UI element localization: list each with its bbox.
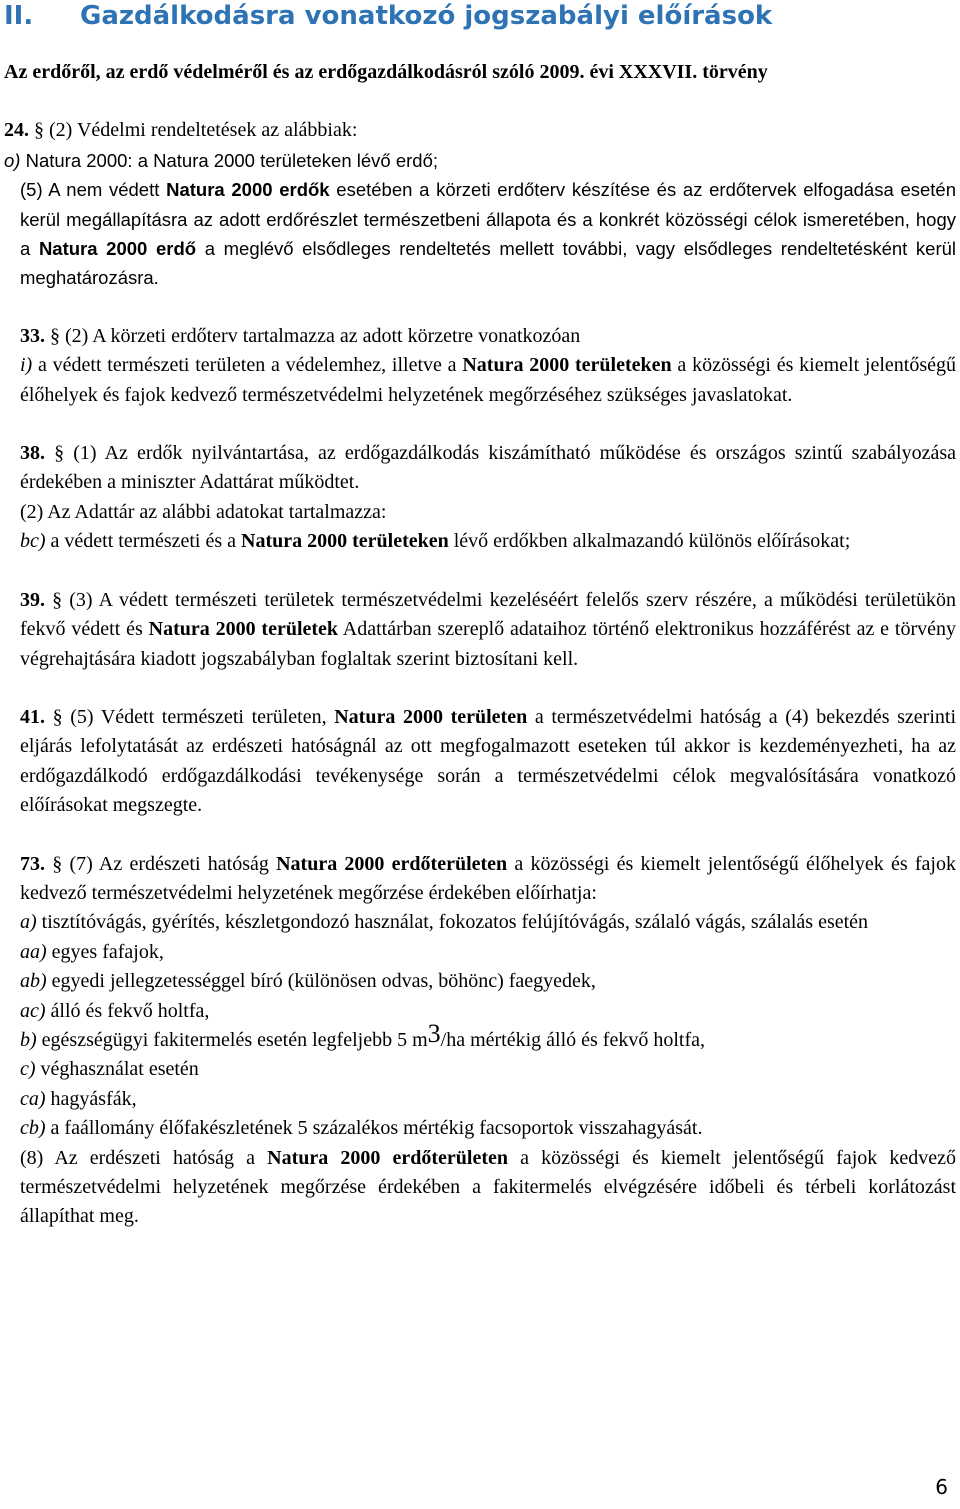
- section-33: [4, 322, 956, 410]
- s41-p5: [4, 703, 956, 821]
- s24-p2: [4, 116, 956, 145]
- s38-p1: [4, 439, 956, 498]
- paragraph-sign-icon: §: [50, 324, 60, 347]
- s38-number: 38.: [20, 442, 45, 465]
- s41-a: (5) Védett természeti területen,: [62, 705, 335, 728]
- section-41: [4, 703, 956, 821]
- s24-p5-d: Natura 2000 erdő: [38, 238, 197, 260]
- s73-item-aa: [4, 938, 956, 967]
- s33-p2: [4, 322, 956, 351]
- s41-b: Natura 2000 területen: [334, 705, 528, 728]
- s38-bc-c: lévő erdőkben alkalmazandó különös előírásokat;: [448, 530, 851, 553]
- s24-p5: [4, 175, 956, 293]
- paragraph-sign-icon: §: [34, 119, 44, 142]
- s33-i-c: a közösségi és kiemelt jelentőségű élőhelyek és fajok kedvező természetvédelmi helyzetének megőrzéséhez szükséges javaslatokat.: [20, 354, 957, 406]
- item-text: tisztítóvágás, gyérítés, készletgondozó használat, fokozatos felújítóvágás, szálaló vágás, szálalás esetén: [36, 911, 869, 934]
- item-text: egyedi jellegzetességgel bíró (különösen odvas, böhönc) faegyedek,: [46, 970, 596, 993]
- item-text-a: egészségügyi fakitermelés esetén legfeljebb 5 m: [36, 1028, 428, 1051]
- section-38: [4, 439, 956, 557]
- s73-p8-c: a közösségi és kiemelt jelentőségű fajok kedvező természetvédelmi helyzetének megőrzése érdekében a fakitermelés elvégzésére időbeli és térbeli korlátozást állapíthat meg.: [20, 1146, 957, 1228]
- s33-number: 33.: [20, 324, 45, 347]
- s73-item-cb: [4, 1114, 956, 1143]
- superscript-3: 3: [427, 1018, 441, 1048]
- s33-i-a: a védett természeti területen a védelemhez, illetve a: [32, 354, 463, 377]
- item-label: cb): [20, 1117, 46, 1140]
- paragraph-sign-icon: §: [54, 442, 65, 465]
- s33-i: [4, 351, 956, 410]
- s33-i-b: Natura 2000 területeken: [462, 354, 672, 377]
- s24-number: 24.: [4, 119, 29, 142]
- s24-p2-text: (2) Védelmi rendeltetések az alábbiak:: [49, 119, 358, 142]
- page-number: 6: [935, 1475, 948, 1499]
- paragraph-sign-icon: §: [52, 588, 63, 611]
- paragraph-sign-icon: §: [52, 852, 63, 875]
- item-label: b): [20, 1028, 37, 1051]
- s24-p5-b: Natura 2000 erdők: [166, 179, 330, 201]
- s38-bc-b: Natura 2000 területeken: [241, 530, 449, 553]
- s39-a: (3) A védett természeti területek természetvédelmi kezeléséért felelős szerv részére, a működési területükön fekvő védett és: [20, 588, 957, 641]
- item-label: aa): [20, 940, 47, 963]
- s73-p7-a: (7) Az erdészeti hatóság: [62, 852, 277, 875]
- item-text: hagyásfák,: [45, 1087, 137, 1110]
- section-39: [4, 586, 956, 674]
- item-label: ac): [20, 999, 46, 1022]
- item-text: egyes fafajok,: [46, 940, 164, 963]
- s73-number: 73.: [20, 852, 45, 875]
- law-title: Az erdőről, az erdő védelméről és az erdőgazdálkodásról szóló 2009. évi XXXVII. törvény: [4, 61, 768, 83]
- s39-number: 39.: [20, 588, 45, 611]
- s73-p8: [4, 1144, 956, 1232]
- s24-o-label: o): [4, 149, 21, 171]
- s39-p3: [4, 586, 956, 674]
- section-number: II.: [4, 1, 34, 31]
- s73-p8-a: (8) Az erdészeti hatóság a: [20, 1146, 268, 1169]
- item-text: a faállomány élőfakészletének 5 százalékos mértékig facsoportok visszahagyását.: [45, 1117, 703, 1140]
- s73-p8-b: Natura 2000 erdőterületen: [267, 1146, 508, 1169]
- s73-item-ac: [4, 997, 956, 1026]
- s73-item-c: [4, 1055, 956, 1084]
- section-24: [4, 116, 956, 292]
- s38-p2: (2) Az Adattár az alábbi adatokat tartalmazza:: [20, 500, 387, 523]
- s38-bc-a: a védett természeti és a: [45, 530, 242, 553]
- section-title: Gazdálkodásra vonatkozó jogszabályi előírások: [80, 1, 773, 31]
- s38-bc: [4, 527, 956, 556]
- s24-o: [4, 146, 956, 175]
- s24-o-text: Natura 2000: a Natura 2000 területeken lévő erdő;: [20, 149, 439, 171]
- item-label: a): [20, 911, 37, 934]
- s24-p5-e: a meglévő elsődleges rendeltetés mellett további, vagy elsődleges rendeltetésként kerül meghatározásra.: [20, 238, 957, 289]
- s73-p7-c: a közösségi és kiemelt jelentőségű élőhelyek és fajok kedvező természetvédelmi helyzetének megőrzése érdekében előírhatja:: [20, 852, 956, 904]
- s24-p5-a: (5) A nem védett: [20, 179, 167, 201]
- s73-p7-b: Natura 2000 erdőterületen: [276, 852, 508, 875]
- s38-p1-text: (1) Az erdők nyilvántartása, az erdőgazdálkodás kiszámítható működése és országos szintű szabályozása érdekében a miniszter Adattárat működtet.: [20, 442, 957, 494]
- s73-item-ab: [4, 967, 956, 996]
- item-label: ca): [20, 1087, 46, 1110]
- s73-p7: [4, 850, 956, 909]
- item-label: ab): [20, 970, 47, 993]
- s41-number: 41.: [20, 705, 45, 728]
- document-body: [4, 58, 956, 1232]
- s41-c: a természetvédelmi hatóság a (4) bekezdés szerinti eljárás lefolytatását az erdészeti hatóságnál az ott megfogalmazott eseteken túl akkor is kezdeményezheti, ha az erdőgazdálkodó erdőgazdálkodási tevékenysége során a természetvédelmi célok megvalósítására vonatkozó előírásokat megszegte.: [20, 705, 957, 817]
- s24-p5-c: esetében a körzeti erdőterv készítése és az erdőtervek elfogadása esetén kerül megállapításra az adott erdőrészlet természetbeni állapota és a konkrét közösségi célok ismeretében, hogy a: [20, 179, 956, 260]
- item-label: c): [20, 1058, 36, 1081]
- item-text: álló és fekvő holtfa,: [45, 999, 210, 1022]
- s33-i-label: i): [20, 354, 33, 377]
- s73-item-ca: [4, 1085, 956, 1114]
- s33-p2-text: (2) A körzeti erdőterv tartalmazza az adott körzetre vonatkozóan: [60, 324, 581, 347]
- paragraph-sign-icon: §: [52, 705, 63, 728]
- item-text-b: /ha mértékig álló és fekvő holtfa,: [440, 1028, 705, 1051]
- s73-item-a: [4, 908, 956, 937]
- item-text: véghasználat esetén: [35, 1058, 199, 1081]
- s38-bc-label: bc): [20, 530, 46, 553]
- s39-b: Natura 2000 területek: [148, 618, 339, 641]
- section-heading: [4, 0, 772, 32]
- section-73: [4, 850, 956, 1232]
- s39-c: Adattárban szereplő adataihoz történő elektronikus hozzáférést az e törvény végrehajtására kiadott jogszabályban foglaltak szerint biztosítani kell.: [20, 618, 956, 670]
- s73-item-b: [4, 1018, 956, 1055]
